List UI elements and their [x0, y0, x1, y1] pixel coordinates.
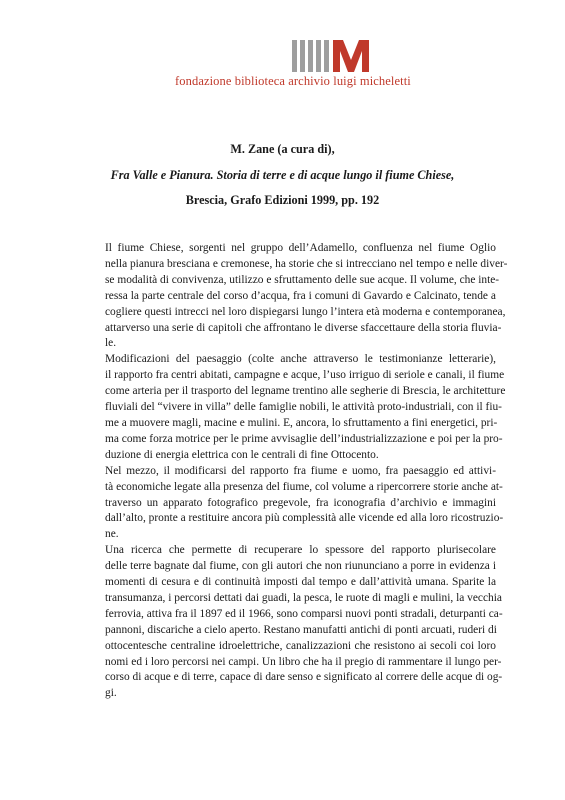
text-line: Modificazioni del paesaggio (colte anche attraverso le testimonianze letterarie), — [105, 353, 496, 366]
text-line: gi. — [105, 687, 117, 700]
text-line: ressa la parte centrale del corso d’acqua, fra i comuni di Gavardo e Calcinato, tende a — [105, 289, 496, 302]
text-line: corso di acque e di terre, capace di dare senso e significato al correre delle acque di og- — [105, 671, 503, 684]
text-line: delle terre bagnate dal fiume, con gli autori che non riununciano a porre in evidenza i — [105, 560, 496, 573]
text-line: ottocentesche centraline idroelettriche, canalizzazioni che resistono ai secoli coi loro — [105, 639, 496, 652]
text-line: dall’alto, pronte a restituire ancora più complessità alle vicende ed alla loro ricostruzio- — [105, 512, 504, 525]
text-line: me a muovere magli, macine e mulini. E, ancora, lo sfruttamento a fini energetici, pri- — [105, 416, 498, 429]
text-line: duzione di energia elettrica con le centrali di fine Ottocento. — [105, 448, 379, 461]
text-line: transumanza, i percorsi dettati dai guadi, la pesca, le ruote di magli e mulini, la vecchia — [105, 591, 502, 604]
text-line: Nel mezzo, il modificarsi del rapporto fra fiume e uomo, fra paesaggio ed attivi- — [105, 464, 496, 477]
micheletti-logo — [292, 40, 372, 72]
text-line: traverso un apparato fotografico pregevole, fra iconografia d’archivio e immagini — [105, 496, 496, 509]
text-line: momenti di cesura e di continuità imposti dal tempo e dall’attività umana. Sparite la — [105, 576, 496, 589]
text-line: pannoni, discariche a cielo aperto. Restano manufatti antichi di ponti arcuati, ruderi di — [105, 623, 497, 636]
text-line: le. — [105, 337, 117, 350]
book-title: Fra Valle e Pianura. Storia di terre e di acque lungo il fiume Chiese, — [110, 168, 455, 182]
paragraph-4 — [69, 543, 503, 702]
text-line: come arteria per il trasporto del legname trentino alle segherie di Brescia, le architetture — [105, 385, 506, 398]
paragraph-2 — [69, 352, 506, 463]
author-line: M. Zane (a cura di), — [230, 142, 335, 156]
text-line: nomi ed i loro percorsi nei campi. Un libro che ha il pregio di rammentare il lungo per- — [105, 655, 502, 668]
text-line: ma come forza motrice per le prime avvisaglie dell’industrializzazione e poi per la pro- — [105, 432, 503, 445]
publication-info: Brescia, Grafo Edizioni 1999, pp. 192 — [185, 193, 380, 207]
paragraph-3 — [69, 464, 504, 544]
organization-name: fondazione biblioteca archivio luigi micheletti — [175, 74, 411, 88]
text-line: Il fiume Chiese, sorgenti nel gruppo dell’Adamello, confluenza nel fiume Oglio — [105, 242, 496, 254]
text-line: cogliere questi intrecci nel loro dispiegarsi lungo l’intera età moderna e contemporanea, — [105, 305, 506, 318]
text-line: tà economiche legate alla presenza del fiume, col volume a ripercorrere storie anche at- — [105, 480, 503, 493]
text-line: nella pianura bresciana e cremonese, ha storie che si intrecciano nel tempo e nelle diver- — [105, 257, 508, 270]
text-line: il rapporto fra centri abitati, campagne e acque, l’uso irriguo di seriole e canali, il fiume — [105, 369, 505, 382]
paragraph-1 — [69, 241, 508, 352]
review-body — [69, 241, 508, 702]
text-line: attarverso una serie di capitoli che affrontano le diverse sfaccettaure della storia fluvia- — [105, 321, 502, 334]
text-line: Una ricerca che permette di recuperare lo spessore del rapporto plurisecolare — [105, 544, 496, 557]
text-line: se modalità di convivenza, utilizzo e sfruttamento delle sue acque. Il volume, che inte- — [105, 273, 500, 286]
text-line: ferrovia, attiva fra il 1897 ed il 1966, sono comparsi nuovi ponti stradali, deturpanti ca- — [105, 607, 503, 620]
text-line: fluviali del “vivere in villa” delle famiglie nobili, le attività proto-industriali, con il fiu- — [105, 401, 502, 414]
text-line: ne. — [105, 528, 119, 541]
